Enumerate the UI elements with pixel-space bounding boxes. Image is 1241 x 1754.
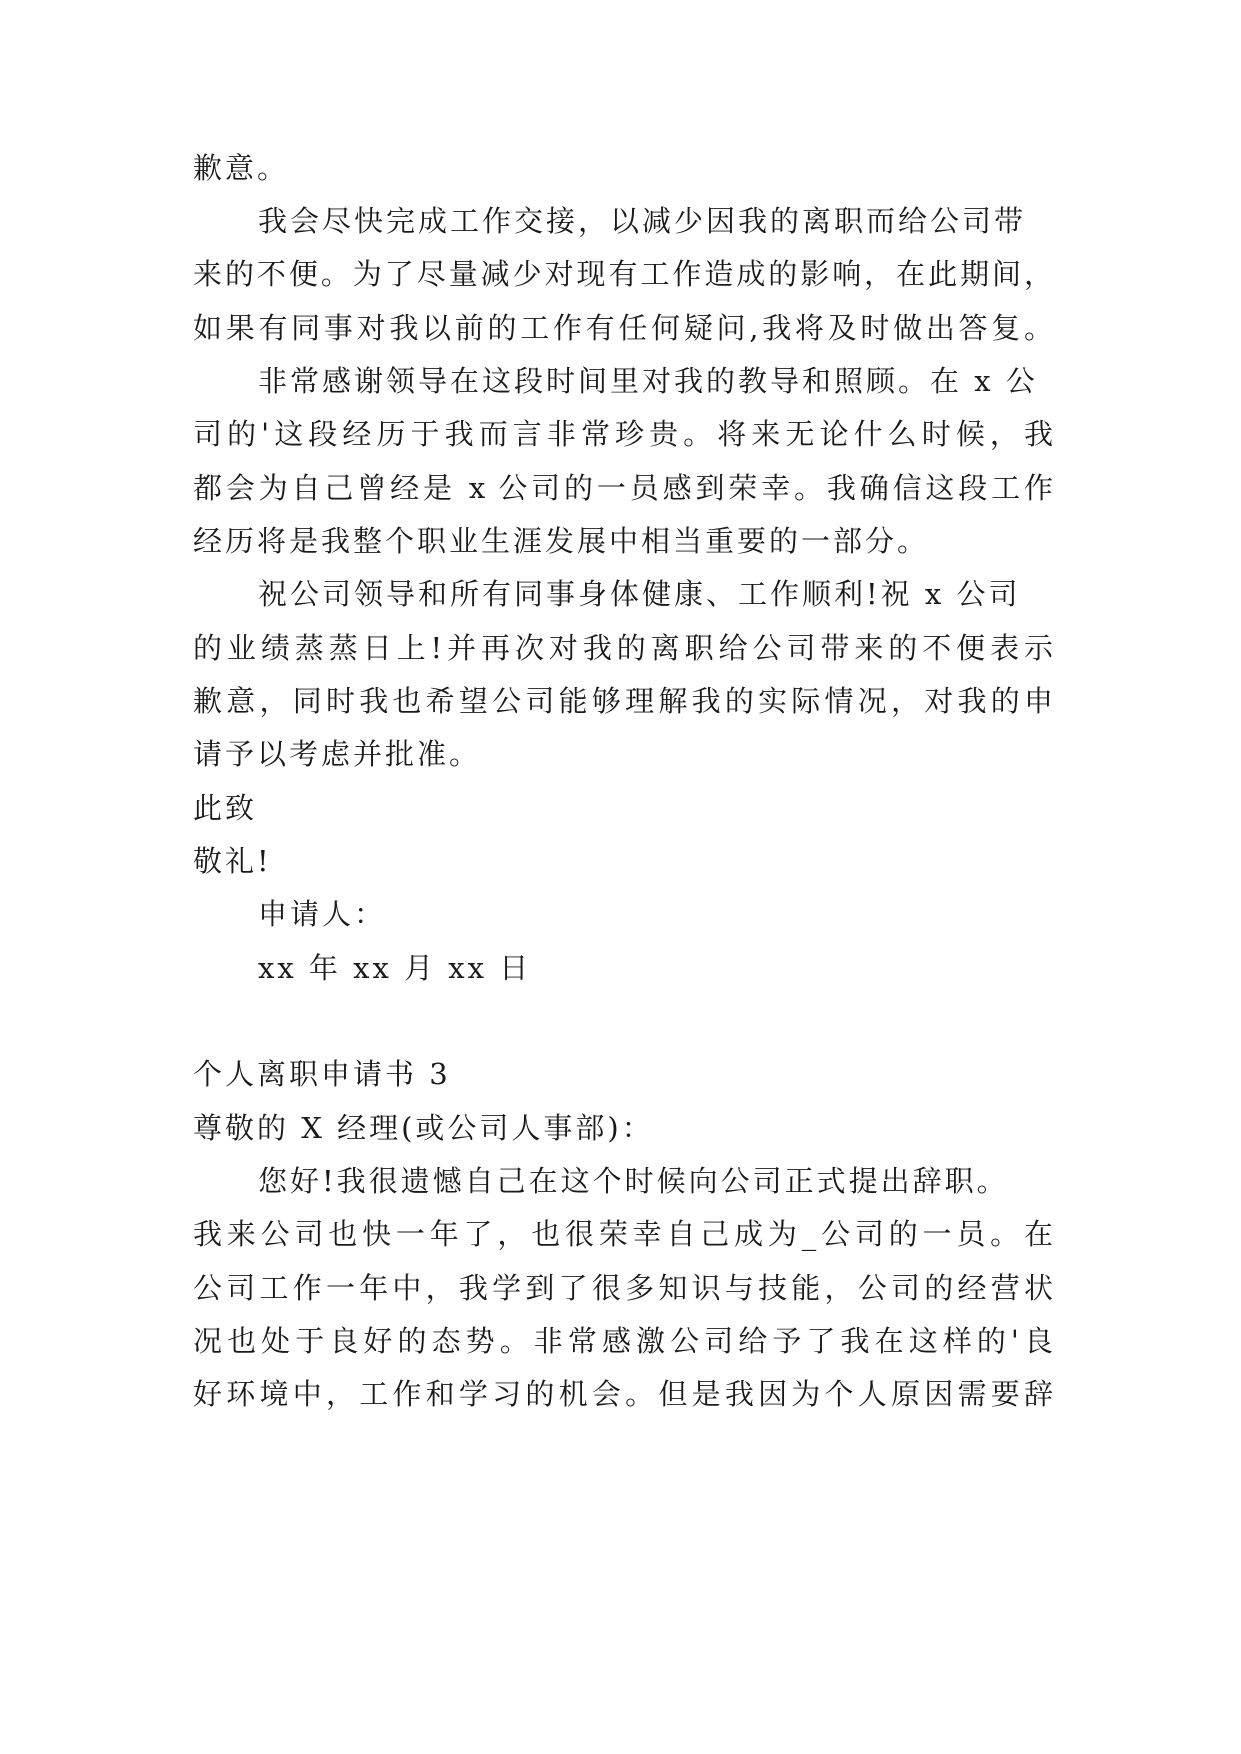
- paragraph-line: 经历将是我整个职业生涯发展中相当重要的一部分。: [193, 524, 930, 558]
- paragraph-line: 我会尽快完成工作交接，以减少因我的离职而给公司带: [258, 204, 1027, 238]
- paragraph-line: 好环境中，工作和学习的机会。但是我因为个人原因需要辞: [193, 1377, 1053, 1411]
- paragraph-line: 都会为自己曾经是 x 公司的一员感到荣幸。我确信这段工作: [193, 471, 1053, 505]
- section-title: 个人离职申请书 3: [193, 1057, 451, 1091]
- paragraph-line: 歉意，同时我也希望公司能够理解我的实际情况，对我的申: [193, 684, 1053, 718]
- paragraph-line: 您好!我很遗憾自己在这个时候向公司正式提出辞职。: [258, 1164, 1009, 1198]
- salutation: 尊敬的 X 经理(或公司人事部)：: [193, 1111, 654, 1145]
- paragraph-line: 我来公司也快一年了，也很荣幸自己成为_公司的一员。在: [193, 1217, 1053, 1251]
- closing-line: 敬礼!: [193, 844, 272, 878]
- text-line: 歉意。: [193, 151, 290, 185]
- signature-label: 申请人：: [258, 897, 387, 931]
- paragraph-line: 祝公司领导和所有同事身体健康、工作顺利!祝 x 公司: [258, 577, 1021, 611]
- paragraph-line: 如果有同事对我以前的工作有任何疑问,我将及时做出答复。: [193, 311, 1053, 345]
- paragraph-line: 况也处于良好的态势。非常感激公司给予了我在这样的'良: [193, 1324, 1053, 1358]
- paragraph-line: 请予以考虑并批准。: [193, 737, 482, 771]
- paragraph-line: 的业绩蒸蒸日上!并再次对我的离职给公司带来的不便表示: [193, 631, 1053, 665]
- paragraph-line: 非常感谢领导在这段时间里对我的教导和照顾。在 x 公: [258, 364, 1038, 398]
- paragraph-line: 来的不便。为了尽量减少对现有工作造成的影响，在此期间，: [193, 257, 1053, 291]
- paragraph-line: 司的'这段经历于我而言非常珍贵。将来无论什么时候，我: [193, 417, 1053, 451]
- paragraph-line: 公司工作一年中，我学到了很多知识与技能，公司的经营状: [193, 1271, 1053, 1305]
- closing-line: 此致: [193, 791, 258, 825]
- date-line: xx 年 xx 月 xx 日: [258, 951, 532, 985]
